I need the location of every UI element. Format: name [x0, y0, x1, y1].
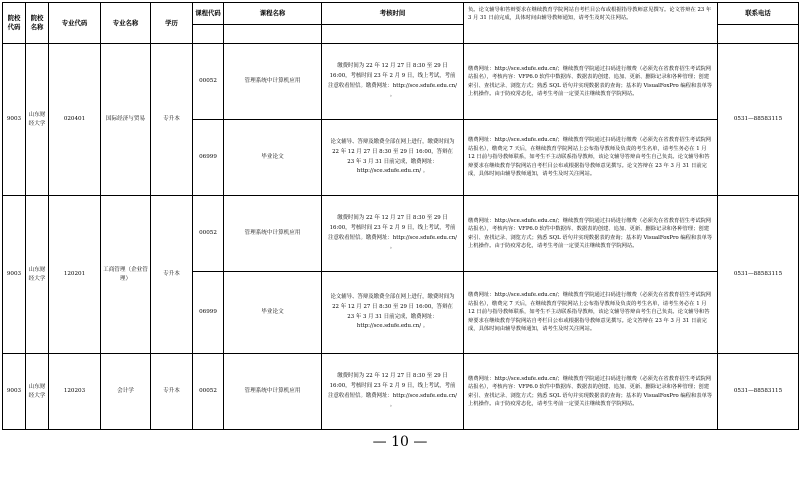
exam-time-cell: 缴费时间为 22 年 12 月 27 日 8:30 至 29 日 16:00，考核时间 23 年 2 月 9 日，线上考试，考前注意收看短信。缴费网址：http://sce.sdufe.edu.cn/ 。 — [322, 354, 464, 430]
header-level: 学历 — [151, 3, 193, 44]
header-phone: 联系电话 — [718, 3, 799, 25]
partial-place-text: 负。论文辅导和答辩要求在继续教育学院网站自考栏目公布或根据指导教师意见撰写。论文答辩在 23 年 3 月 31 日前完成，具体时间由辅导教师通知，请考生及时关注网站。 — [468, 6, 712, 21]
level-cell: 专升本 — [151, 196, 193, 354]
exam-place-cell: 缴费网址：http://sce.sdufe.edu.cn/；继续教育学院通过扫码进行缴费（必须先在省教育招生考试院网站报名），缴费完 7 天后，在继续教育学院网站上公布指导教师及负责的考生名单，请考生务必在 1 月 12 日前与指导教师联系，如考生不主动联系指导教师，该论文辅导答辩由考生自己负责。论文辅导和答辩要求在继续教育学院网站自考栏目公布或根据指导教师意见撰写。论文答辩在 23 年 3 月 31 日前完成，具体时间由辅导教师通知，请考生及时关注网站。 — [464, 272, 718, 354]
major-name-cell: 工商管理（企业管理） — [101, 196, 151, 354]
school-name-cell: 山东财经大学 — [26, 354, 49, 430]
spacer-cell — [718, 24, 799, 43]
school-code-cell: 9003 — [3, 354, 26, 430]
level-cell: 专升本 — [151, 354, 193, 430]
course-name-cell: 管理系统中计算机应用 — [224, 44, 322, 120]
header-row — [3, 3, 799, 25]
phone-cell: 0531—88583115 — [718, 354, 799, 430]
course-name-cell: 管理系统中计算机应用 — [224, 196, 322, 272]
course-code-cell: 00052 — [193, 354, 224, 430]
exam-schedule-table — [2, 2, 799, 430]
exam-place-cell: 缴费网址：http://sce.sdufe.edu.cn/；继续教育学院通过扫码进行缴费（必须先在省教育招生考试院网站报名），考核内容：VFP6.0 软件中数据库、数据表的创建、追加、更新、删除记录和各种管理；创建索引、查找记录、浏览方式；熟悉 SQL 语句并实现数据表的查询；基本的 VisualFoxPro 编程和表单等上机操作。由于防疫常态化，请考生考前一定要关注继续教育学院网站。 — [464, 44, 718, 120]
course-code-cell: 00052 — [193, 44, 224, 120]
major-code-cell: 020401 — [49, 44, 101, 196]
table-row — [3, 196, 799, 272]
major-code-cell: 120203 — [49, 354, 101, 430]
phone-cell: 0531—88583115 — [718, 44, 799, 196]
spacer-cell — [224, 24, 322, 43]
partial-place-cell — [464, 3, 718, 44]
exam-time-cell: 缴费时间为 22 年 12 月 27 日 8:30 至 29 日 16:00，考核时间 23 年 2 月 9 日，线上考试，考前注意收看短信。缴费网址：http://sce.sdufe.edu.cn/ 。 — [322, 44, 464, 120]
school-code-cell: 9003 — [3, 196, 26, 354]
exam-time-cell: 论文辅导、答辩及缴费全部在网上进行，缴费时间为 22 年 12 月 27 日 8:30 至 29 日 16:00，答辩在 23 年 3 月 31 日前完成，缴费网址：http://sce.sdufe.edu.cn/ 。 — [322, 120, 464, 196]
header-major-name: 专业名称 — [101, 3, 151, 44]
school-code-cell: 9003 — [3, 44, 26, 196]
header-course-name: 课程名称 — [224, 3, 322, 25]
major-name-cell: 国际经济与贸易 — [101, 44, 151, 196]
exam-place-cell: 缴费网址：http://sce.sdufe.edu.cn/；继续教育学院通过扫码进行缴费（必须先在省教育招生考试院网站报名），缴费完 7 天后，在继续教育学院网站上公布指导教师及负责的考生名单，请考生务必在 1 月 12 日前与指导教师联系，如考生不主动联系指导教师，该论文辅导答辩由考生自己负责。论文辅导和答辩要求在继续教育学院网站自考栏目公布或根据指导教师意见撰写。论文答辩在 23 年 3 月 31 日前完成，具体时间由辅导教师通知，请考生及时关注网站。 — [464, 120, 718, 196]
course-code-cell: 06999 — [193, 272, 224, 354]
header-major-code: 专业代码 — [49, 3, 101, 44]
spacer-cell — [322, 24, 464, 43]
header-exam-time: 考核时间 — [322, 3, 464, 25]
exam-place-cell: 缴费网址：http://sce.sdufe.edu.cn/；继续教育学院通过扫码进行缴费（必须先在省教育招生考试院网站报名），考核内容：VFP6.0 软件中数据库、数据表的创建、追加、更新、删除记录和各种管理；创建索引、查找记录、浏览方式；熟悉 SQL 语句并实现数据表的查询；基本的 VisualFoxPro 编程和表单等上机操作。由于防疫常态化，请考生考前一定要关注继续教育学院网站。 — [464, 354, 718, 430]
table-row — [3, 354, 799, 430]
course-code-cell: 06999 — [193, 120, 224, 196]
course-name-cell: 毕业论文 — [224, 272, 322, 354]
exam-place-cell: 缴费网址：http://sce.sdufe.edu.cn/；继续教育学院通过扫码进行缴费（必须先在省教育招生考试院网站报名），考核内容：VFP6.0 软件中数据库、数据表的创建、追加、更新、删除记录和各种管理；创建索引、查找记录、浏览方式；熟悉 SQL 语句并实现数据表的查询；基本的 VisualFoxPro 编程和表单等上机操作。由于防疫常态化，请考生考前一定要关注继续教育学院网站。 — [464, 196, 718, 272]
course-name-cell: 管理系统中计算机应用 — [224, 354, 322, 430]
spacer-cell — [193, 24, 224, 43]
level-cell: 专升本 — [151, 44, 193, 196]
major-name-cell: 会计学 — [101, 354, 151, 430]
major-code-cell: 120201 — [49, 196, 101, 354]
page-number: — 10 — — [372, 434, 428, 450]
school-name-cell: 山东财经大学 — [26, 44, 49, 196]
course-name-cell: 毕业论文 — [224, 120, 322, 196]
header-school-name: 院校名称 — [26, 3, 49, 44]
phone-cell: 0531—88583115 — [718, 196, 799, 354]
header-course-code: 课程代码 — [193, 3, 224, 25]
exam-time-cell: 缴费时间为 22 年 12 月 27 日 8:30 至 29 日 16:00，考核时间 23 年 2 月 9 日，线上考试，考前注意收看短信。缴费网址：http://sce.sdufe.edu.cn/ 。 — [322, 196, 464, 272]
table-row — [3, 44, 799, 120]
header-school-code: 院校代码 — [3, 3, 26, 44]
course-code-cell: 00052 — [193, 196, 224, 272]
exam-time-cell: 论文辅导、答辩及缴费全部在网上进行，缴费时间为 22 年 12 月 27 日 8:30 至 29 日 16:00，答辩在 23 年 3 月 31 日前完成，缴费网址：http://sce.sdufe.edu.cn/ 。 — [322, 272, 464, 354]
school-name-cell: 山东财经大学 — [26, 196, 49, 354]
